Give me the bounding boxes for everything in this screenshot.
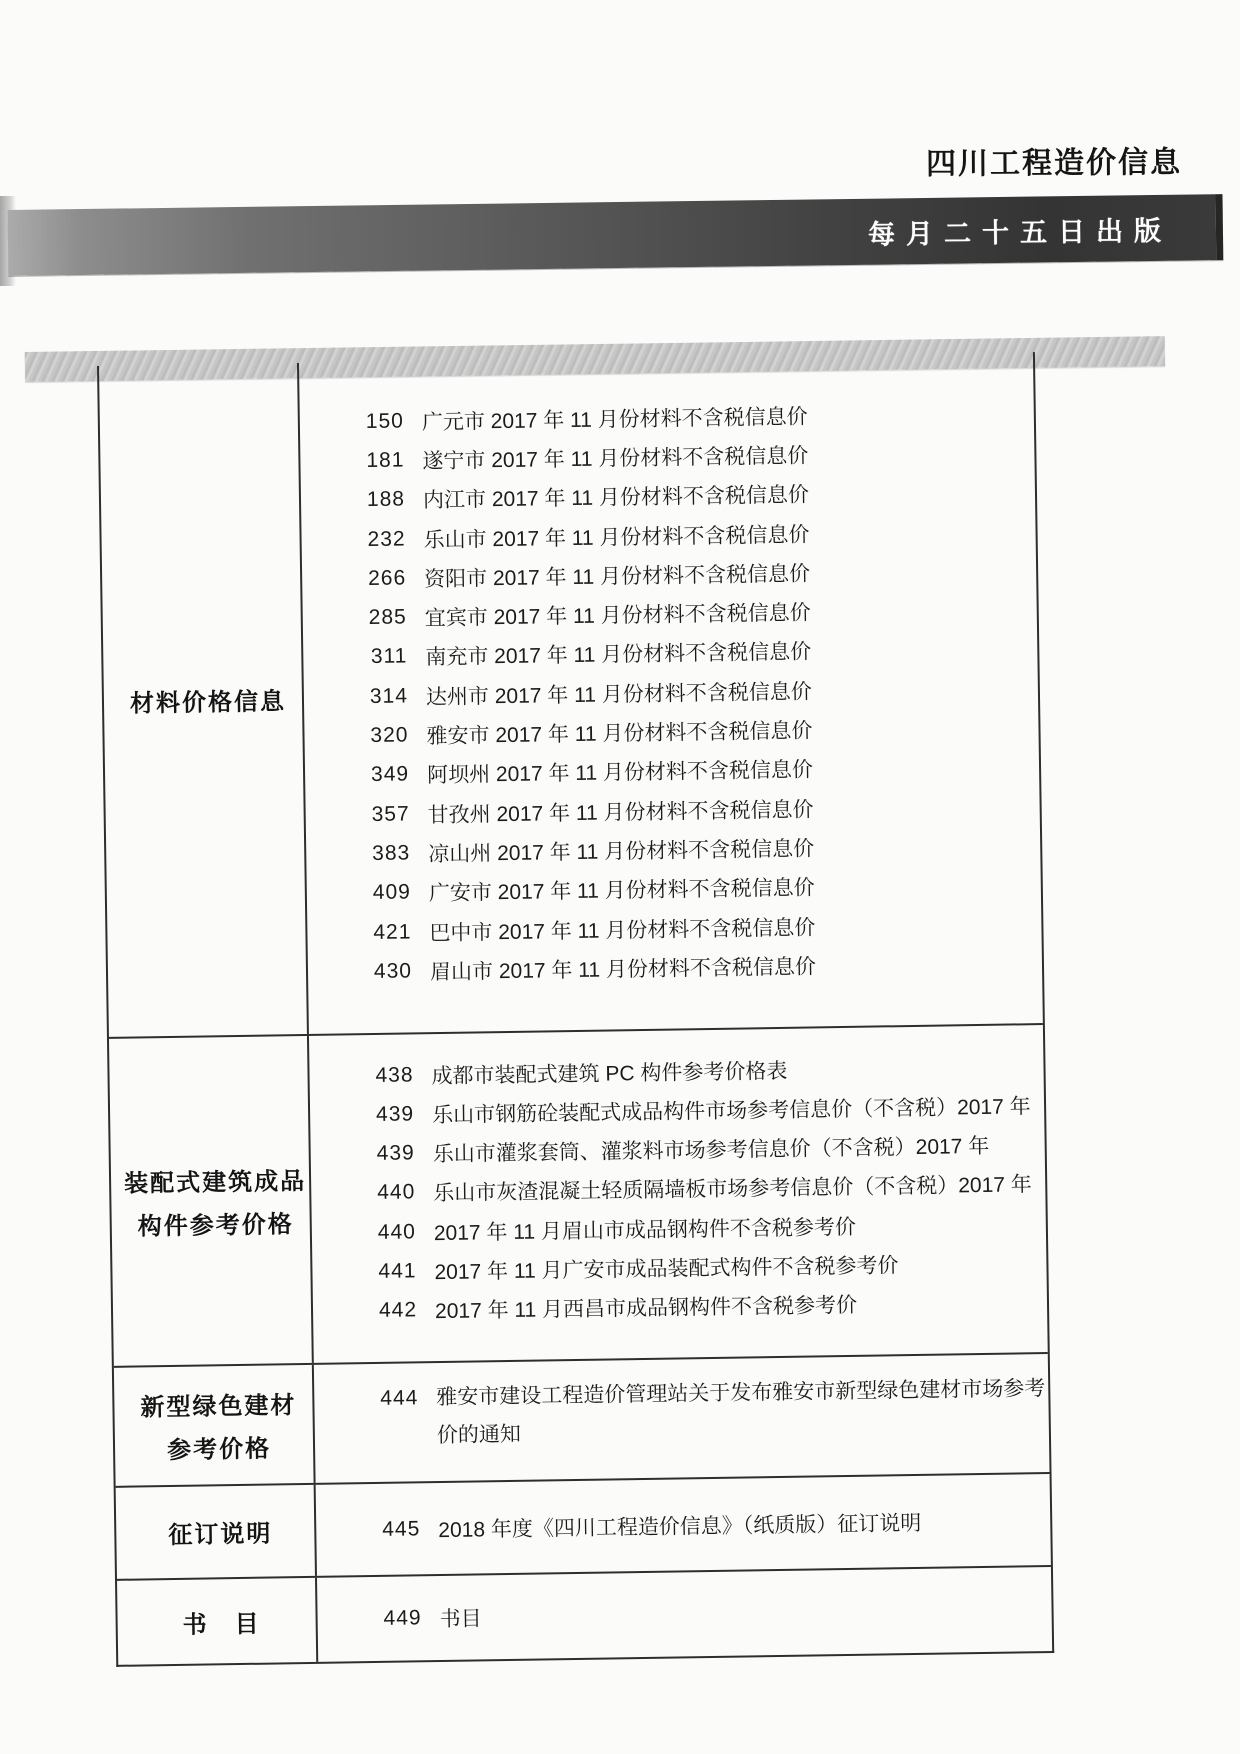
entry-title-line: 资阳市 2017 年 11 月份材料不含税信息价	[424, 562, 811, 591]
section-label	[109, 1036, 314, 1366]
entry-title	[423, 518, 809, 554]
section-entries	[316, 1474, 1051, 1576]
entry-title	[430, 950, 816, 986]
entry-title-line: 甘孜州 2017 年 11 月份材料不含税信息价	[427, 798, 814, 827]
toc-section	[109, 1023, 1048, 1366]
entry-title	[436, 1371, 1046, 1456]
entry-title-line: 南充市 2017 年 11 月份材料不含税信息价	[425, 640, 812, 670]
entry-page-number: 438	[375, 1062, 414, 1087]
entry-title	[434, 1249, 898, 1286]
entry-title	[424, 557, 810, 593]
entry-title-line: 2017 年 11 月广安市成品装配式构件不含税参考价	[434, 1254, 899, 1285]
banner-text: 每月二十五日出版	[867, 215, 1173, 250]
entry-title-line: 2017 年 11 月西昌市成品钢构件不含税参考价	[434, 1294, 858, 1324]
entry-title	[422, 439, 808, 475]
entry-title	[422, 400, 808, 436]
entry-title	[432, 1130, 989, 1168]
toc-entry	[314, 1370, 1049, 1457]
entry-title-line: 凉山州 2017 年 11 月份材料不含税信息价	[428, 837, 815, 867]
entry-page-number: 266	[367, 566, 407, 590]
entry-page-number: 440	[377, 1220, 417, 1244]
entry-page-number: 421	[373, 919, 412, 944]
entry-page-number: 449	[383, 1606, 422, 1630]
entry-page-number: 311	[370, 644, 408, 669]
entry-page-number: 188	[366, 487, 406, 512]
entry-title-line: 眉山市 2017 年 11 月份材料不含税信息价	[429, 955, 817, 984]
entry-title	[432, 1090, 1031, 1129]
section-label-line: 材料价格信息	[129, 688, 287, 718]
entry-title-line: 成都市装配式建筑 PC 构件参考价格表	[431, 1059, 788, 1088]
entry-title	[431, 1054, 787, 1089]
entry-title-line: 达州市 2017 年 11 月份材料不含税信息价	[425, 680, 812, 709]
entry-title	[423, 479, 809, 515]
entry-title	[439, 1602, 481, 1633]
entry-page-number: 320	[370, 723, 409, 747]
entry-page-number: 150	[365, 409, 405, 433]
entry-page-number: 441	[378, 1259, 417, 1284]
entry-page-number: 439	[376, 1141, 415, 1166]
section-label-line: 新型绿色建材	[140, 1392, 297, 1422]
entry-title	[435, 1289, 857, 1325]
entry-title	[429, 872, 815, 908]
toc-entry	[316, 1505, 1050, 1546]
entry-title-line: 书目	[439, 1607, 482, 1632]
section-entries	[309, 1025, 1048, 1363]
entry-title-line: 价的通知	[436, 1423, 522, 1448]
entry-page-number: 444	[380, 1386, 419, 1411]
entry-title	[425, 597, 811, 633]
toc-section	[116, 1472, 1051, 1579]
entry-page-number: 409	[372, 880, 412, 905]
entry-title	[426, 675, 812, 711]
section-label	[116, 1485, 317, 1579]
section-entries	[317, 1567, 1052, 1662]
entry-title	[425, 636, 811, 672]
section-label	[114, 1365, 316, 1486]
entry-title	[429, 911, 815, 947]
entry-title-line: 遂宁市 2017 年 11 月份材料不含税信息价	[422, 444, 809, 474]
entry-title	[434, 1211, 856, 1247]
entry-page-number: 439	[375, 1102, 415, 1126]
entry-page-number: 445	[382, 1517, 421, 1541]
entry-page-number: 181	[366, 448, 405, 472]
entry-title-line: 阿坝州 2017 年 11 月份材料不含税信息价	[426, 758, 814, 788]
toc-table	[97, 352, 1054, 1667]
entry-title	[438, 1507, 921, 1544]
entry-page-number: 357	[371, 802, 410, 826]
entry-page-number: 383	[372, 841, 411, 865]
entry-title-line: 雅安市建设工程造价管理站关于发布雅安市新型绿色建材市场参考	[436, 1377, 1046, 1410]
toc-section	[117, 1565, 1052, 1665]
entry-title-line: 乐山市钢筋砼装配式成品构件市场参考信息价（不含税）2017 年	[431, 1095, 1031, 1127]
section-label-line: 书 目	[182, 1610, 261, 1639]
entry-title-line: 雅安市 2017 年 11 月份材料不含税信息价	[426, 719, 813, 749]
entry-title-line: 2017 年 11 月眉山市成品钢构件不含税参考价	[433, 1215, 857, 1245]
entry-title-line: 乐山市灌浆套筒、灌浆料市场参考信息价（不含税）2017 年	[432, 1135, 990, 1167]
entry-title-line: 2018 年度《四川工程造价信息》（纸质版）征订说明	[438, 1511, 922, 1542]
entry-title	[427, 793, 813, 829]
entry-title-line: 广安市 2017 年 11 月份材料不含税信息价	[428, 876, 815, 906]
entry-title-line: 广元市 2017 年 11 月份材料不含税信息价	[421, 405, 808, 434]
entry-page-number: 430	[373, 959, 413, 983]
toc-section	[99, 352, 1043, 1037]
entry-page-number: 442	[378, 1298, 418, 1323]
entry-title	[428, 832, 814, 868]
entry-page-number: 314	[369, 684, 409, 708]
masthead-title: 四川工程造价信息	[925, 146, 1183, 181]
toc-section	[114, 1352, 1050, 1486]
entry-page-number: 232	[367, 526, 406, 551]
section-label-line: 装配式建筑成品	[123, 1167, 307, 1198]
section-entries	[299, 352, 1043, 1034]
section-label-line: 参考价格	[166, 1435, 272, 1465]
entry-title	[433, 1169, 1032, 1208]
entry-title-line: 乐山市灰渣混凝土轻质隔墙板市场参考信息价（不含税）2017 年	[433, 1173, 1032, 1206]
toc-entry	[317, 1594, 1051, 1635]
section-label	[117, 1578, 318, 1665]
entry-title-line: 乐山市 2017 年 11 月份材料不含税信息价	[423, 522, 810, 552]
entry-title-line: 巴中市 2017 年 11 月份材料不含税信息价	[429, 915, 816, 945]
entry-title-line: 宜宾市 2017 年 11 月份材料不含税信息价	[424, 601, 811, 631]
entry-page-number: 440	[377, 1180, 416, 1205]
publication-banner	[8, 194, 1224, 276]
section-entries	[314, 1354, 1050, 1483]
section-label-line: 征订说明	[168, 1520, 273, 1550]
entry-page-number: 285	[368, 605, 407, 630]
entry-title	[427, 754, 813, 790]
section-label-line: 构件参考价格	[137, 1210, 294, 1241]
entry-title	[426, 714, 812, 750]
entry-title-line: 内江市 2017 年 11 月份材料不含税信息价	[422, 483, 810, 513]
entry-page-number: 349	[370, 762, 410, 787]
section-label	[99, 363, 309, 1037]
